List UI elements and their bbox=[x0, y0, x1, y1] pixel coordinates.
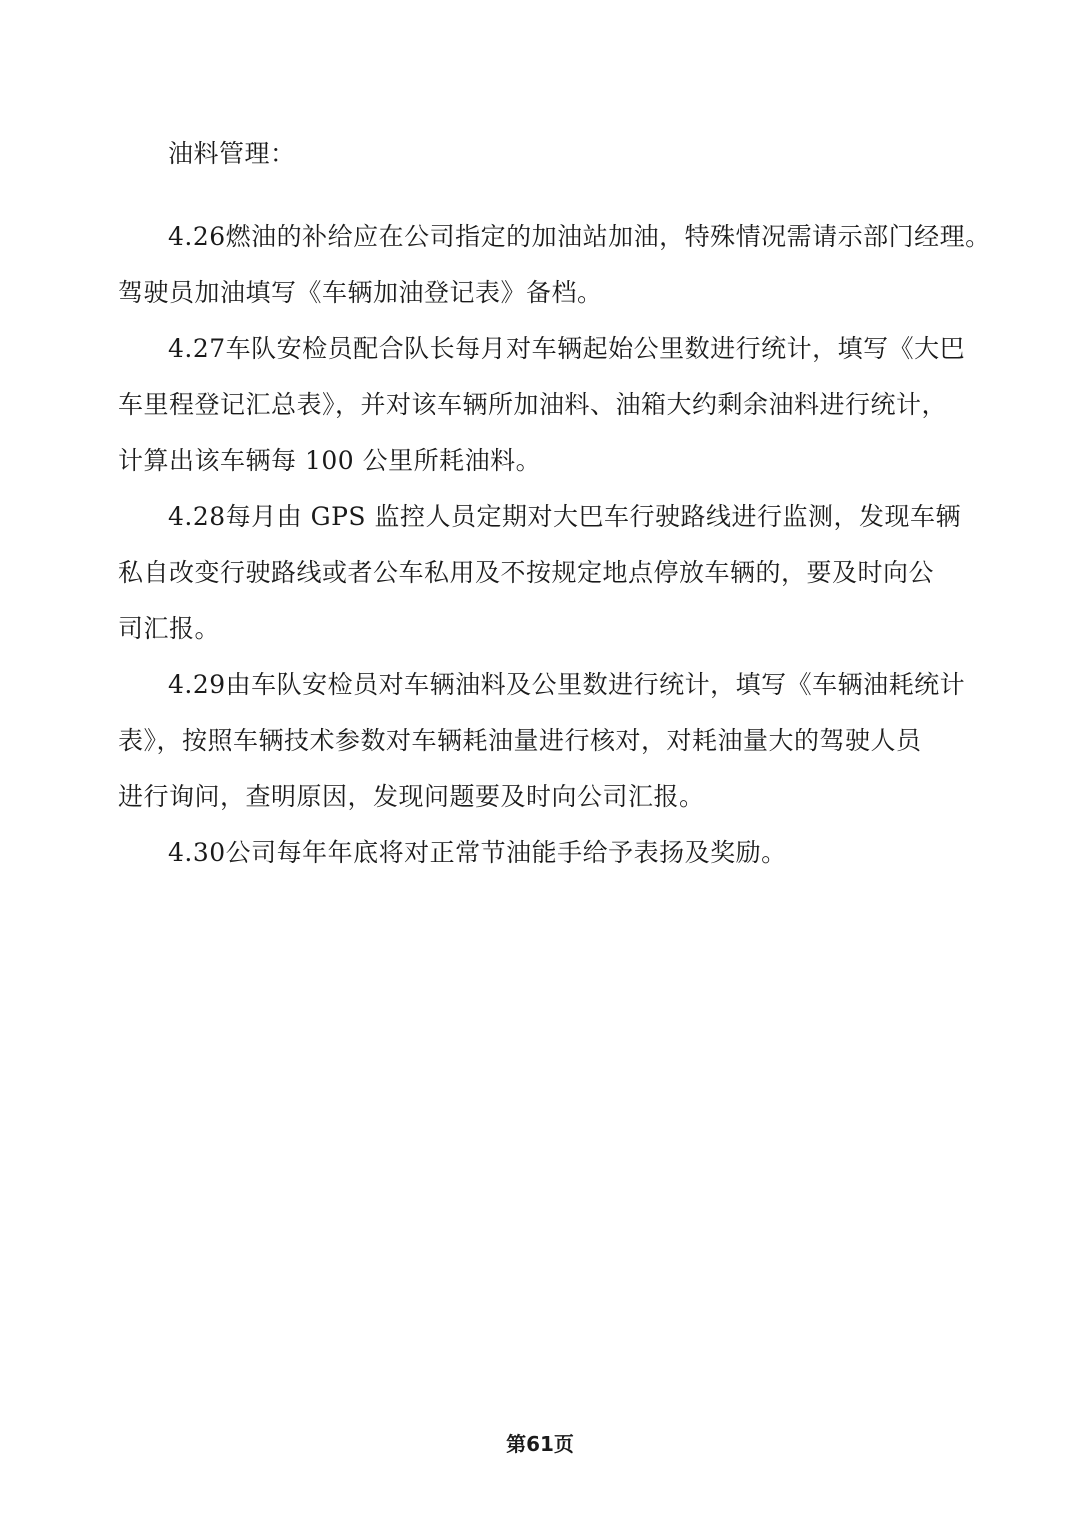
paragraph-4-28 bbox=[118, 489, 961, 657]
paragraph-line: 私自改变行驶路线或者公车私用及不按规定地点停放车辆的，要及时向公 bbox=[118, 558, 935, 587]
paragraph-line: 车里程登记汇总表》，并对该车辆所加油料、油箱大约剩余油料进行统计， bbox=[118, 390, 948, 419]
page-number: 第61页 bbox=[506, 1432, 574, 1456]
paragraph-line: 驾驶员加油填写《车辆加油登记表》备档。 bbox=[118, 278, 603, 307]
document-body bbox=[118, 126, 991, 881]
paragraph-line: 计算出该车辆每 100 公里所耗油料。 bbox=[118, 446, 542, 475]
paragraph-4-29 bbox=[118, 657, 966, 825]
paragraph-4-26 bbox=[118, 209, 991, 321]
paragraph-line: 4.29由车队安检员对车辆油料及公里数进行统计，填写《车辆油耗统计 bbox=[168, 670, 966, 699]
paragraph-4-27 bbox=[118, 321, 966, 489]
paragraph-line: 进行询问，查明原因，发现问题要及时向公司汇报。 bbox=[118, 782, 705, 811]
paragraph-line: 4.26燃油的补给应在公司指定的加油站加油，特殊情况需请示部门经理。 bbox=[168, 222, 991, 251]
paragraph-line: 4.28每月由 GPS 监控人员定期对大巴车行驶路线进行监测，发现车辆 bbox=[168, 502, 961, 531]
paragraph-4-30 bbox=[118, 825, 958, 881]
paragraph-line: 司汇报。 bbox=[118, 614, 221, 643]
paragraph-line: 4.27车队安检员配合队长每月对车辆起始公里数进行统计，填写《大巴 bbox=[168, 334, 966, 363]
section-heading: 油料管理： bbox=[168, 139, 296, 168]
paragraph-line: 表》，按照车辆技术参数对车辆耗油量进行核对，对耗油量大的驾驶人员 bbox=[118, 726, 922, 755]
paragraph-line: 4.30公司每年年底将对正常节油能手给予表扬及奖励。 bbox=[168, 838, 787, 867]
